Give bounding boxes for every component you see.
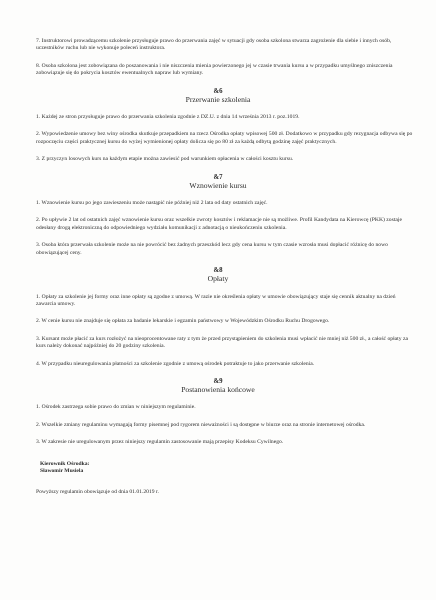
signature-block [22, 461, 414, 475]
section-9-title: Postanowienia końcowe [181, 385, 255, 395]
signature-name: Sławomir Musiela [40, 467, 84, 474]
document-content [22, 38, 414, 496]
validity-note: Powyższy regulamin obowiązuje od dnia 01.01.2019 r. [36, 488, 159, 495]
section-7-paragraph-3: 3. Osoba która przerwała szkolenie może na nie powrócić bez żadnych przeszkód lecz gdy cena kursu w tym czasie wzrosła musi dopłacić różnicę do nowo obowiązującej ceny. [36, 242, 388, 256]
section-6 [22, 88, 414, 164]
section-6-paragraph-2: 2. Wypowiedzenie umowy bez winy ośrodka skutkuje przepadkiem na rzecz Ośrodka opłaty wpisowej 500 zł. Dodatkowo w przypadku gdy rezygnacja odbywa się po rozpoczęciu części praktycznej kursu do wyżej wymienionej opłaty dolicza się po 80 zł za każdą odbytą godzinę zajęć praktycznych. [36, 131, 413, 145]
section-7 [22, 174, 414, 257]
section-6-number: &6 [213, 87, 223, 95]
section-8-paragraph-4: 4. W przypadku nieuregulowania płatności za szkolenie zgodnie z umową ośrodek potraktuje to jako przerwanie szkolenia. [36, 360, 315, 367]
intro-paragraph-8: 8. Osoba szkolona jest zobowiązana do poszanowania i nie niszczenia mienia powierzonego jej w czasie trwania kursu a w przypadku umyślnego zniszczenia zobowiązuje się do pokrycia kosztów ewentualnych napraw lub wymiany. [36, 62, 393, 77]
section-7-paragraph-2: 2. Po upływie 2 lat od ostatnich zajęć wznowienie kursu oraz wszelkie zwroty kosztów i reklamacje nie są możliwe. Profil Kandydata na Kierowcę (PKK) zostaje odesłany drogą elektroniczną do odpowiedniego wydziału komunikacji z adnotacją o nieukończeniu szkolenia. [36, 217, 402, 231]
section-8-number: &8 [213, 267, 223, 275]
section-9-number: &9 [213, 377, 223, 385]
section-7-heading [22, 174, 414, 190]
section-9 [22, 378, 414, 447]
section-6-heading [22, 88, 414, 104]
signature-role: Kierownik Ośrodka: [40, 460, 90, 467]
section-8-paragraph-2: 2. W cenie kursu nie znajduje się opłata za badanie lekarskie i egzamin państwowy w Wojewódzkim Ośrodku Ruchu Drogowego. [36, 318, 330, 325]
section-8-paragraph-3: 3. Kursant może płacić za kurs rozłożyć na nieoprocentowane raty z tym że przed przystąpieniem do szkolenia musi wpłacić nie mniej niż 500 zł., a całość opłaty za kurs należy dokonać najpóźniej do 20 godziny szkolenia. [36, 335, 408, 350]
section-7-paragraph-1: 1. Wznowienie kursu po jego zawieszeniu może nastąpić nie później niż 2 lata od daty ostatnich zajęć. [36, 200, 268, 207]
section-9-paragraph-1: 1. Ośrodek zastrzega sobie prawo do zmian w niniejszym regulaminie. [36, 404, 196, 411]
section-9-heading [22, 378, 414, 394]
section-8-heading [22, 267, 414, 283]
section-6-paragraph-1: 1. Każdej ze stron przysługuje prawo do przerwania szkolenia zgodnie z DZ.U. z dnia 14 września 2013 r. poz.1019. [36, 114, 300, 121]
section-7-number: &7 [213, 173, 223, 181]
section-8-title: Opłaty [207, 274, 229, 284]
section-8-paragraph-1: 1. Opłaty za szkolenie jej formy oraz inne opłaty są zgodne z umową. W razie nie określenia opłaty w umowie obowiązujący staje się cennik aktualny na dzień zawarcia umowy. [36, 293, 396, 307]
section-6-title: Przerwanie szkolenia [185, 94, 251, 104]
section-6-paragraph-3: 3. Z przyczyn losowych kurs na każdym etapie można zawiesić pod warunkiem opłacenia w całości kosztu kursu. [36, 156, 294, 163]
section-8 [22, 267, 414, 368]
section-9-paragraph-2: 2. Wszelkie zmiany regulaminu wymagają formy pisemnej pod rygorem nieważności i są dostępne w biurze oraz na stronie internetowej ośrodka. [36, 421, 366, 428]
intro-paragraph-7: 7. Instruktorowi prowadzącemu szkolenie przysługuje prawo do przerwania zajęć w sytuacji gdy osoba szkolona stwarza zagrożenie dla siebie i innych osób, uczestników ruchu lub nie wykonuje poleceń instruktora. [36, 38, 392, 52]
section-7-title: Wznowienie kursu [189, 180, 247, 190]
section-9-paragraph-3: 3. W zakresie nie uregulowanym przez niniejszy regulamin zastosowanie mają przepisy Kodeksu Cywilnego. [36, 439, 284, 446]
